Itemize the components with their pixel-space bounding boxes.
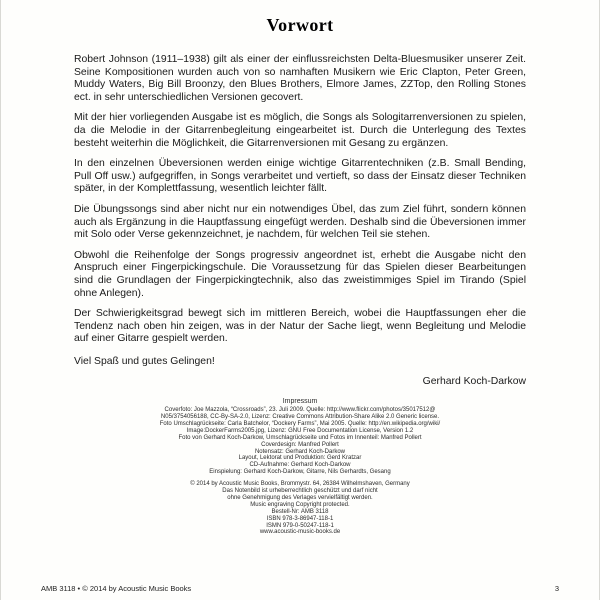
impressum-legal-line: Bestell-Nr: AMB 3118 (271, 508, 329, 515)
closing-line: Viel Spaß und gutes Gelingen! (74, 355, 215, 367)
impressum-credit-line: Layout, Lektorat und Produktion: Gerd Kratzar (238, 455, 362, 462)
author-signature: Gerhard Koch-Darkow (422, 376, 526, 388)
impressum-heading: Impressum (282, 398, 318, 406)
page-footer (41, 584, 559, 593)
page-number: 3 (554, 584, 559, 593)
paragraph-4: Die Übungssongs sind aber nicht nur ein notwendiges Übel, das zum Ziel führt, sondern können auch als Ergänzung in die Hauptfassung eingefügt werden. Deshalb sind die Übeversionen immer mit Solo oder Verse gekennzeichnet, je nachdem, für welchen Teil sie stehen. (74, 203, 526, 241)
impressum-credit-line: Foto von Gerhard Koch-Darkow, Umschlagrückseite und Fotos im Innenteil: Manfred Pollert (178, 434, 422, 441)
impressum-credit-line: Coverdesign: Manfred Pollert (261, 441, 339, 448)
paragraph-6: Der Schwierigkeitsgrad bewegt sich im mittleren Bereich, wobei die Hauptfassungen eher die Tendenz nach oben hin zeigen, was in der Natur der Sache liegt, wenn Begleitung und Melodie auf einer Gitarre gespielt werden. (74, 308, 526, 345)
paragraph-3: In den einzelnen Übeversionen werden einige wichtige Gitarrentechniken (z.B. Small Bending, Pull Off usw.) aufgegriffen, in Songs verarbeitet und vertieft, so dass der Einsatz dieser Techniken später, in der Komplettfassung, wesentlich leichter fällt. (74, 158, 526, 195)
impressum-legal-line: ISBN 978-3-86947-118-1 (266, 515, 334, 522)
page-title: Vorwort (266, 15, 334, 35)
impressum-credit-line: Foto Umschlagrückseite: Carla Batchelor, “Dockery Farms”, Mai 2005. Quelle: http://en.wikipedia.org/wiki/ (159, 420, 441, 427)
impressum-legal-line: Das Notenbild ist urheberrechtlich geschützt und darf nicht (222, 488, 378, 495)
foreword-body (74, 54, 526, 389)
impressum-credit-line: Coverfoto: Joe Mazzola, “Crossroads”, 23. Juli 2009. Quelle: http://www.flickr.com/photos/35017512@ (164, 407, 436, 414)
impressum-credit-line: Einspielung: Gerhard Koch-Darkow, Gitarre, Nils Gerhardts, Gesang (209, 469, 391, 476)
paragraph-1: Robert Johnson (1911–1938) gilt als einer der einflussreichsten Delta-Bluesmusiker unserer Zeit. Seine Kompositionen wurden auch von so namhaften Musikern wie Eric Clapton, Peter Green, Muddy Waters, Big Bill Broonzy, den Blues Brothers, Elmore James, ZZTop, den Rolling Stones ect. in sehr unterschiedlichen Versionen gecovert. (74, 54, 526, 103)
impressum-website: www.acoustic-music-books.de (259, 529, 341, 536)
impressum-credit-line: CD-Aufnahme: Gerhard Koch-Darkow (249, 462, 351, 469)
paragraph-5: Obwohl die Reihenfolge der Songs progressiv angeordnet ist, erhebt die Ausgabe nicht den Anspruch einer Fingerpickingschule. Die Voraussetzung für das Spielen dieser Bearbeitungen sind die Grundlagen der Fingerpickingtechnik, also das zweistimmiges Spiel im Tirando (Spiel ohne Anlegen). (74, 249, 526, 299)
impressum-block (1, 397, 599, 536)
impressum-credit-line: N05/3754056188, CC-By-SA-2.0, Lizenz: Creative Commons Attribution-Share Alike 2.0 Generic license. (160, 413, 440, 420)
footer-edition-text: AMB 3118 • © 2014 by Acoustic Music Books (41, 584, 192, 593)
impressum-legal-line: ohne Genehmigung des Verlages vervielfältigt werden. (227, 494, 373, 501)
impressum-credit-line: Image:DockerFarms2005.jpg, Lizenz: GNU Free Documentation License, Version 1.2 (186, 427, 414, 434)
paragraph-2: Mit der hier vorliegenden Ausgabe ist es möglich, die Songs als Sologitarrenversionen zu spielen, da die Melodie in der Gitarrenbegleitung eingearbeitet ist. Durch die Unterlegung des Textes besteht weiterhin die Möglichkeit, die Gitarrenversionen mit Gesang zu ergänzen. (74, 112, 526, 149)
impressum-credit-line: Notensatz: Gerhard Koch-Darkow (254, 448, 346, 455)
impressum-legal-line: © 2014 by Acoustic Music Books, Brommystr. 64, 26384 Wilhelmshaven, Germany (190, 481, 410, 488)
impressum-legal-line: Music engraving Copyright protected. (250, 501, 350, 508)
impressum-legal-line: ISMN 979-0-50247-118-1 (266, 522, 334, 529)
